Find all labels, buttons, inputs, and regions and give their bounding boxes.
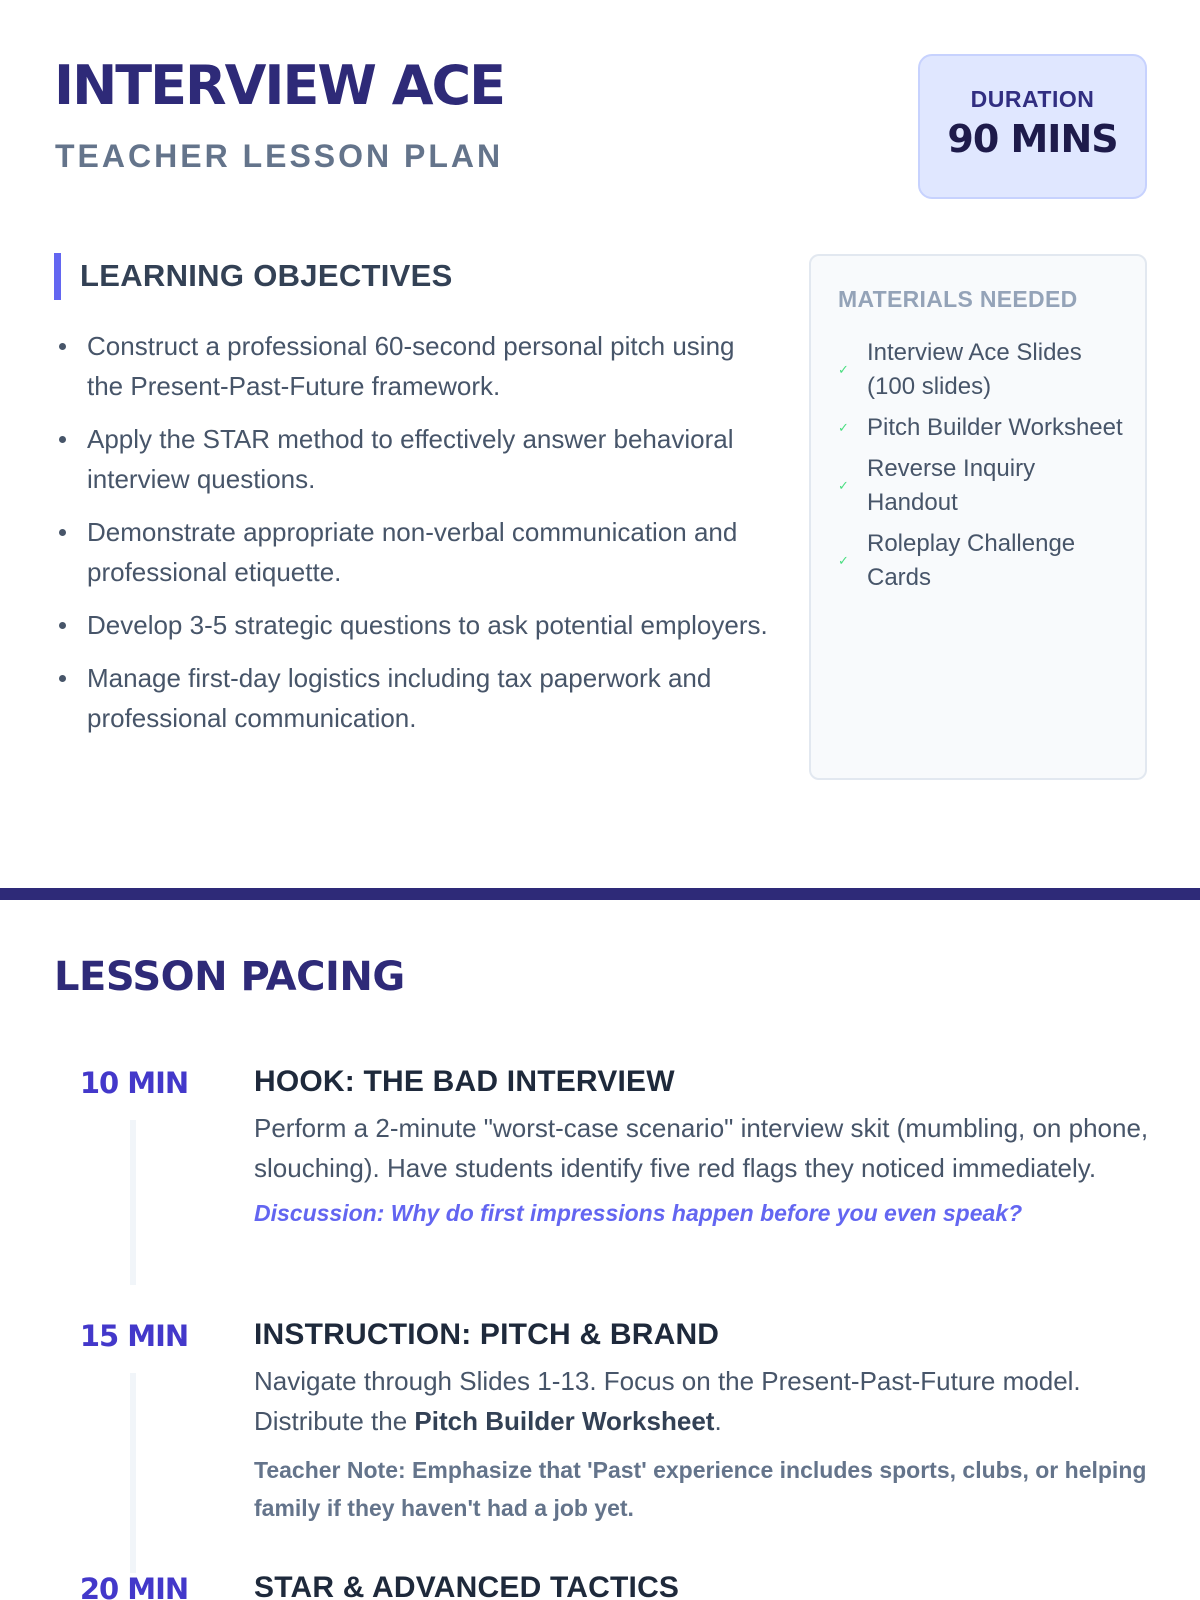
material-label: Reverse Inquiry Handout — [867, 455, 1036, 516]
materials-list — [838, 336, 1128, 602]
objectives-accent-bar — [54, 253, 61, 300]
objective-item — [54, 326, 774, 406]
objective-text: Demonstrate appropriate non-verbal communication and professional etiquette. — [87, 517, 738, 587]
objective-item — [54, 605, 774, 645]
timeline-line — [130, 1120, 136, 1285]
pacing-heading: LESSON PACING — [54, 954, 405, 1000]
material-item — [838, 411, 1128, 445]
step-discussion: Discussion: Why do first impressions happen before you even speak? — [254, 1200, 1023, 1226]
step-description-bold: Pitch Builder Worksheet — [414, 1406, 715, 1436]
objectives-heading: LEARNING OBJECTIVES — [80, 258, 453, 293]
material-label: Interview Ace Slides (100 slides) — [867, 339, 1082, 400]
objective-text: Apply the STAR method to effectively answer behavioral interview questions. — [87, 424, 734, 494]
bullet-icon — [59, 436, 66, 443]
step-description — [254, 1361, 1154, 1441]
step-title: HOOK: THE BAD INTERVIEW — [254, 1065, 675, 1098]
objectives-list — [54, 326, 774, 751]
check-icon: ✓ — [838, 420, 849, 435]
pacing-step — [254, 1064, 1154, 1227]
material-item — [838, 527, 1128, 595]
check-icon: ✓ — [838, 553, 849, 568]
objective-text: Manage first-day logistics including tax paperwork and professional communication. — [87, 663, 712, 733]
duration-value: 90 MINS — [947, 117, 1118, 161]
material-label: Roleplay Challenge Cards — [867, 530, 1076, 591]
materials-heading: MATERIALS NEEDED — [838, 286, 1078, 312]
bullet-icon — [59, 622, 66, 629]
step-title: INSTRUCTION: PITCH & BRAND — [254, 1318, 720, 1351]
objective-item — [54, 419, 774, 499]
check-icon: ✓ — [838, 478, 849, 493]
bullet-icon — [59, 675, 66, 682]
step-time: 15 MIN — [79, 1319, 189, 1353]
duration-badge — [918, 54, 1147, 199]
check-icon: ✓ — [838, 362, 849, 377]
material-label: Pitch Builder Worksheet — [867, 414, 1123, 441]
pacing-step — [254, 1570, 1154, 1600]
step-time: 20 MIN — [79, 1572, 189, 1600]
objective-item — [54, 658, 774, 738]
page-subtitle: TEACHER LESSON PLAN — [55, 138, 504, 174]
step-description-text: Navigate through Slides 1-13. Focus on the Present-Past-Future model. Distribute the — [254, 1366, 1081, 1436]
page-title: INTERVIEW ACE — [54, 54, 505, 117]
timeline-line — [130, 1373, 136, 1573]
bullet-icon — [59, 529, 66, 536]
bullet-icon — [59, 343, 66, 350]
material-item — [838, 336, 1128, 404]
objective-item — [54, 512, 774, 592]
section-divider — [0, 888, 1200, 900]
step-time: 10 MIN — [79, 1066, 189, 1100]
materials-panel — [809, 254, 1147, 780]
teacher-note: Teacher Note: Emphasize that 'Past' experience includes sports, clubs, or helping family if they haven't had a job yet. — [254, 1457, 1147, 1521]
pacing-step — [254, 1317, 1154, 1527]
material-item — [838, 452, 1128, 520]
step-description: Perform a 2-minute "worst-case scenario" interview skit (mumbling, on phone, slouching). Have students identify five red flags they noticed immediately. — [254, 1113, 1149, 1183]
step-description-end: . — [714, 1406, 722, 1436]
objective-text: Develop 3-5 strategic questions to ask potential employers. — [87, 610, 768, 640]
duration-label: DURATION — [970, 86, 1095, 112]
step-title: STAR & ADVANCED TACTICS — [254, 1571, 680, 1600]
objective-text: Construct a professional 60-second personal pitch using the Present-Past-Future framework. — [87, 331, 735, 401]
